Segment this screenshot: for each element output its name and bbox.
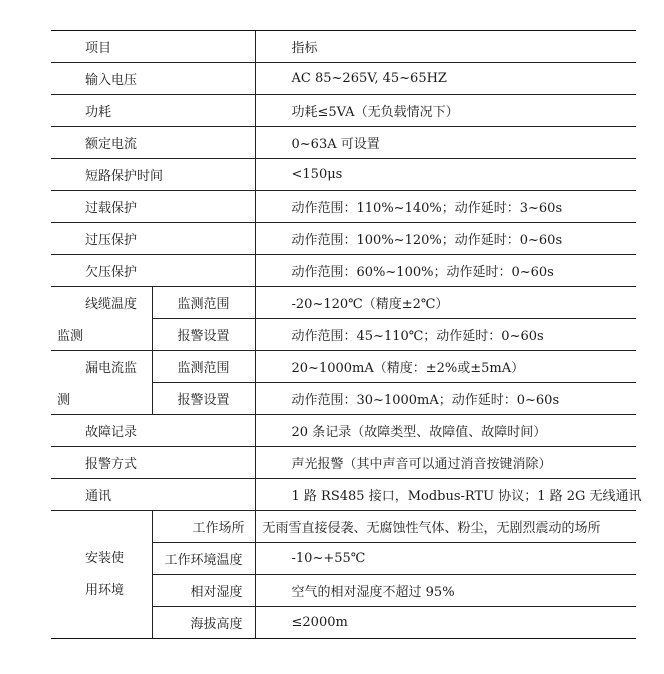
row-item: 过载保护 [51,191,255,223]
row-item: 输入电压 [51,63,255,95]
env-label-line2: 用环境 [85,582,125,598]
env-sub-label: 工作环境温度 [152,543,255,575]
row-item: 额定电流 [51,127,255,159]
row-value: 动作范围：60%~100%；动作延时：0~60s [255,255,636,287]
row-value: 声光报警（其中声音可以通过消音按键消除） [255,447,636,479]
env-value: -10~+55℃ [255,543,636,575]
leakage-label-top: 漏电流监 [51,351,152,383]
cable-temp-monitor-value: -20~120℃（精度±2℃） [255,287,636,319]
leakage-row-alarm [51,383,636,415]
cable-temp-row-alarm [51,319,636,351]
env-value: 无雨雪直接侵袭、无腐蚀性气体、粉尘，无剧烈震动的场所 [255,511,636,543]
row-value: 0~63A 可设置 [255,127,636,159]
env-value: 空气的相对湿度不超过 95% [255,575,636,607]
leakage-monitor-value: 20~1000mA（精度：±2%或±5mA） [255,351,636,383]
row-item: 报警方式 [51,447,255,479]
table-row [51,191,636,223]
cable-temp-monitor-label: 监测范围 [152,287,255,319]
env-sub-label: 相对湿度 [152,575,255,607]
row-item: 通讯 [51,479,255,511]
row-item: 过压保护 [51,223,255,255]
leakage-label-bottom: 测 [51,383,152,415]
row-item: 欠压保护 [51,255,255,287]
env-sub-label: 海拔高度 [152,607,255,639]
table-row [51,479,636,511]
cable-temp-label-top: 线缆温度 [51,287,152,319]
row-value: 1 路 RS485 接口，Modbus-RTU 协议；1 路 2G 无线通讯 [255,479,636,511]
table-row [51,447,636,479]
env-label [51,511,152,639]
env-label-line1: 安装使 [85,550,125,566]
row-value: <150μs [255,159,636,191]
table-row [51,415,636,447]
header-row [51,31,636,63]
row-value: 动作范围：100%~120%；动作延时：0~60s [255,223,636,255]
table-row [51,63,636,95]
table-row [51,223,636,255]
table-row [51,127,636,159]
cable-temp-alarm-value: 动作范围：45~110℃；动作延时：0~60s [255,319,636,351]
cable-temp-alarm-label: 报警设置 [152,319,255,351]
leakage-monitor-label: 监测范围 [152,351,255,383]
spec-table [51,30,642,639]
row-value: 功耗≤5VA（无负载情况下） [255,95,636,127]
row-item: 功耗 [51,95,255,127]
cable-temp-row-monitor [51,287,636,319]
leakage-row-monitor [51,351,636,383]
header-spec: 指标 [255,31,636,63]
leakage-alarm-label: 报警设置 [152,383,255,415]
env-sub-label: 工作场所 [152,511,255,543]
row-value: 动作范围：110%~140%；动作延时：3~60s [255,191,636,223]
table-row [51,159,636,191]
row-value: AC 85~265V, 45~65HZ [255,63,636,95]
row-item: 故障记录 [51,415,255,447]
leakage-alarm-value: 动作范围：30~1000mA；动作延时：0~60s [255,383,636,415]
env-row [51,511,636,543]
table-row [51,255,636,287]
cable-temp-label-bottom: 监测 [51,319,152,351]
row-value: 20 条记录（故障类型、故障值、故障时间） [255,415,636,447]
header-item: 项目 [51,31,255,63]
row-item: 短路保护时间 [51,159,255,191]
table-row [51,95,636,127]
env-value: ≤2000m [255,607,636,639]
